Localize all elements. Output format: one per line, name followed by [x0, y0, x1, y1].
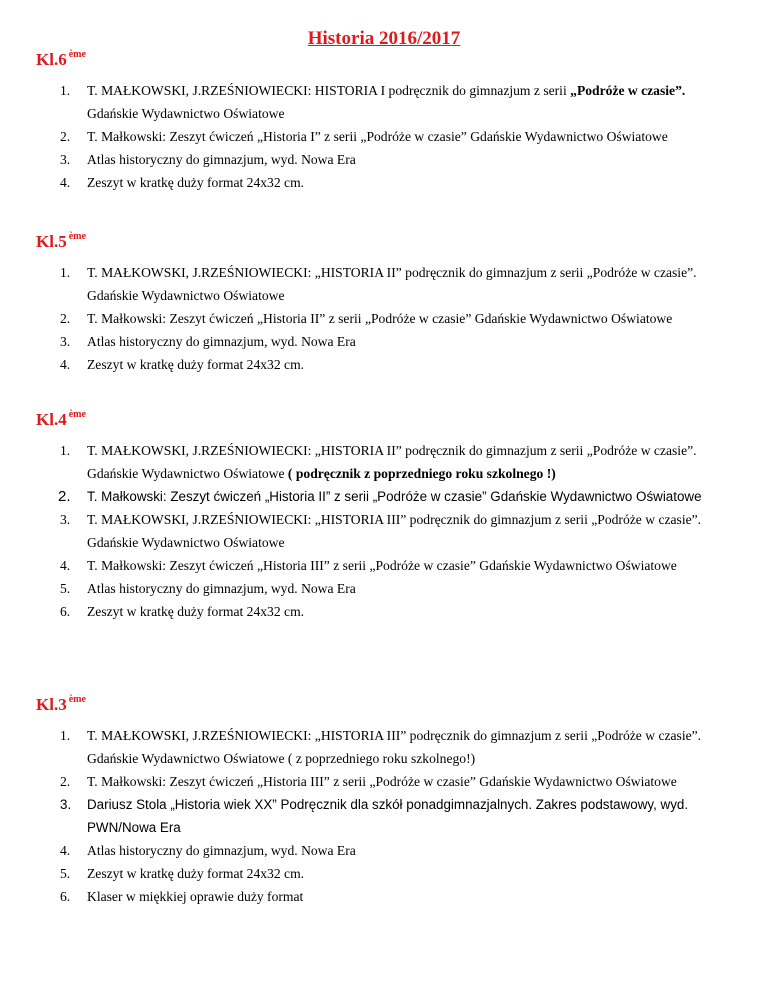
item-text: Dariusz Stola „Historia wiek XX” Podręcznik dla szkół ponadgimnazjalnych. Zakres podstawowy, wyd. PWN/Nowa Era	[87, 797, 689, 835]
item-text: Atlas historyczny do gimnazjum, wyd. Nowa Era	[87, 581, 356, 596]
list-item	[36, 600, 736, 623]
list-item	[36, 148, 736, 171]
item-text: Zeszyt w kratkę duży format 24x32 cm.	[87, 604, 305, 619]
item-text: Zeszyt w kratkę duży format 24x32 cm.	[87, 175, 305, 190]
item-text: T. MAŁKOWSKI, J.RZEŚNIOWIECKI: HISTORIA I podręcznik do gimnazjum z serii	[87, 83, 571, 98]
item-number: 3.	[60, 334, 71, 349]
item-text: T. MAŁKOWSKI, J.RZEŚNIOWIECKI: „HISTORIA III” podręcznik do gimnazjum z serii „Podróże w czasie”. Gdańskie Wydawnictwo Oświatowe	[87, 512, 702, 550]
section-kl3	[36, 695, 736, 908]
item-text: Atlas historyczny do gimnazjum, wyd. Nowa Era	[87, 152, 356, 167]
item-text: T. Małkowski: Zeszyt ćwiczeń „Historia II” z serii „Podróże w czasie” Gdańskie Wydawnictwo Oświatowe	[87, 489, 702, 504]
list-item	[36, 554, 736, 577]
item-number: 1.	[60, 443, 71, 458]
page-title: Historia 2016/2017	[307, 28, 461, 49]
list-item	[36, 724, 736, 770]
list-item	[36, 485, 736, 508]
item-number: 1.	[60, 83, 71, 98]
item-text: Zeszyt w kratkę duży format 24x32 cm.	[87, 866, 305, 881]
item-number: 6.	[60, 604, 71, 619]
item-number: 3.	[60, 512, 71, 527]
book-list	[36, 724, 736, 908]
class-label-sup: ème	[68, 409, 86, 420]
list-item	[36, 330, 736, 353]
class-heading	[36, 410, 736, 433]
class-label: Kl.6	[36, 50, 67, 69]
item-bold-text: „Podróże w czasie”.	[570, 83, 686, 98]
item-text: T. Małkowski: Zeszyt ćwiczeń „Historia III” z serii „Podróże w czasie” Gdańskie Wydawnictwo Oświatowe	[87, 774, 677, 789]
list-item	[36, 885, 736, 908]
item-number: 1.	[60, 728, 71, 743]
item-number: 6.	[60, 889, 71, 904]
item-bold-text: ( podręcznik z poprzedniego roku szkolnego !)	[287, 466, 556, 481]
class-heading	[36, 232, 736, 255]
list-item	[36, 79, 736, 125]
list-item	[36, 125, 736, 148]
item-number: 5.	[60, 866, 71, 881]
list-item	[36, 439, 736, 485]
list-item	[36, 171, 736, 194]
item-number: 2.	[60, 129, 71, 144]
item-number: 2.	[60, 311, 71, 326]
list-item	[36, 261, 736, 307]
class-label: Kl.5	[36, 232, 67, 251]
item-text: Atlas historyczny do gimnazjum, wyd. Nowa Era	[87, 843, 356, 858]
item-text: Zeszyt w kratkę duży format 24x32 cm.	[87, 357, 305, 372]
class-label-sup: ème	[68, 49, 86, 60]
list-item	[36, 353, 736, 376]
item-number: 2.	[60, 774, 71, 789]
list-item	[36, 770, 736, 793]
item-text: Atlas historyczny do gimnazjum, wyd. Nowa Era	[87, 334, 356, 349]
section-kl4	[36, 410, 736, 623]
class-heading	[36, 695, 736, 718]
item-number: 5.	[60, 581, 71, 596]
item-text: T. Małkowski: Zeszyt ćwiczeń „Historia I” z serii „Podróże w czasie” Gdańskie Wydawnictwo Oświatowe	[87, 129, 668, 144]
list-item	[36, 862, 736, 885]
item-text: T. Małkowski: Zeszyt ćwiczeń „Historia II” z serii „Podróże w czasie” Gdańskie Wydawnictwo Oświatowe	[87, 311, 673, 326]
book-list	[36, 439, 736, 623]
class-label-sup: ème	[68, 694, 86, 705]
item-number: 4.	[60, 357, 71, 372]
item-number: 3.	[60, 797, 72, 812]
item-number: 3.	[60, 152, 71, 167]
item-number: 1.	[60, 265, 71, 280]
item-tail-text: Gdańskie Wydawnictwo Oświatowe	[87, 106, 285, 121]
item-text: Klaser w miękkiej oprawie duży format	[87, 889, 304, 904]
item-number: 2.	[58, 488, 71, 505]
section-kl5	[36, 232, 736, 376]
list-item	[36, 839, 736, 862]
list-item	[36, 307, 736, 330]
class-heading	[36, 50, 736, 73]
item-number: 4.	[60, 558, 71, 573]
section-kl6	[36, 50, 736, 194]
class-label: Kl.3	[36, 695, 67, 714]
class-label: Kl.4	[36, 410, 67, 429]
book-list	[36, 261, 736, 376]
list-item	[36, 793, 736, 839]
class-label-sup: ème	[68, 231, 86, 242]
item-number: 4.	[60, 175, 71, 190]
list-item	[36, 508, 736, 554]
list-item	[36, 577, 736, 600]
item-text: T. MAŁKOWSKI, J.RZEŚNIOWIECKI: „HISTORIA II” podręcznik do gimnazjum z serii „Podróże w czasie”. Gdańskie Wydawnictwo Oświatowe	[87, 265, 697, 303]
item-number: 4.	[60, 843, 71, 858]
item-text: T. MAŁKOWSKI, J.RZEŚNIOWIECKI: „HISTORIA II” podręcznik do gimnazjum z serii „Podróże w czasie”. Gdańskie Wydawnictwo Oświatowe	[87, 443, 697, 481]
item-text: T. MAŁKOWSKI, J.RZEŚNIOWIECKI: „HISTORIA III” podręcznik do gimnazjum z serii „Podróże w czasie”. Gdańskie Wydawnictwo Oświatowe ( z poprzedniego roku szkolnego!)	[87, 728, 702, 766]
book-list	[36, 79, 736, 194]
item-text: T. Małkowski: Zeszyt ćwiczeń „Historia III” z serii „Podróże w czasie” Gdańskie Wydawnictwo Oświatowe	[87, 558, 677, 573]
